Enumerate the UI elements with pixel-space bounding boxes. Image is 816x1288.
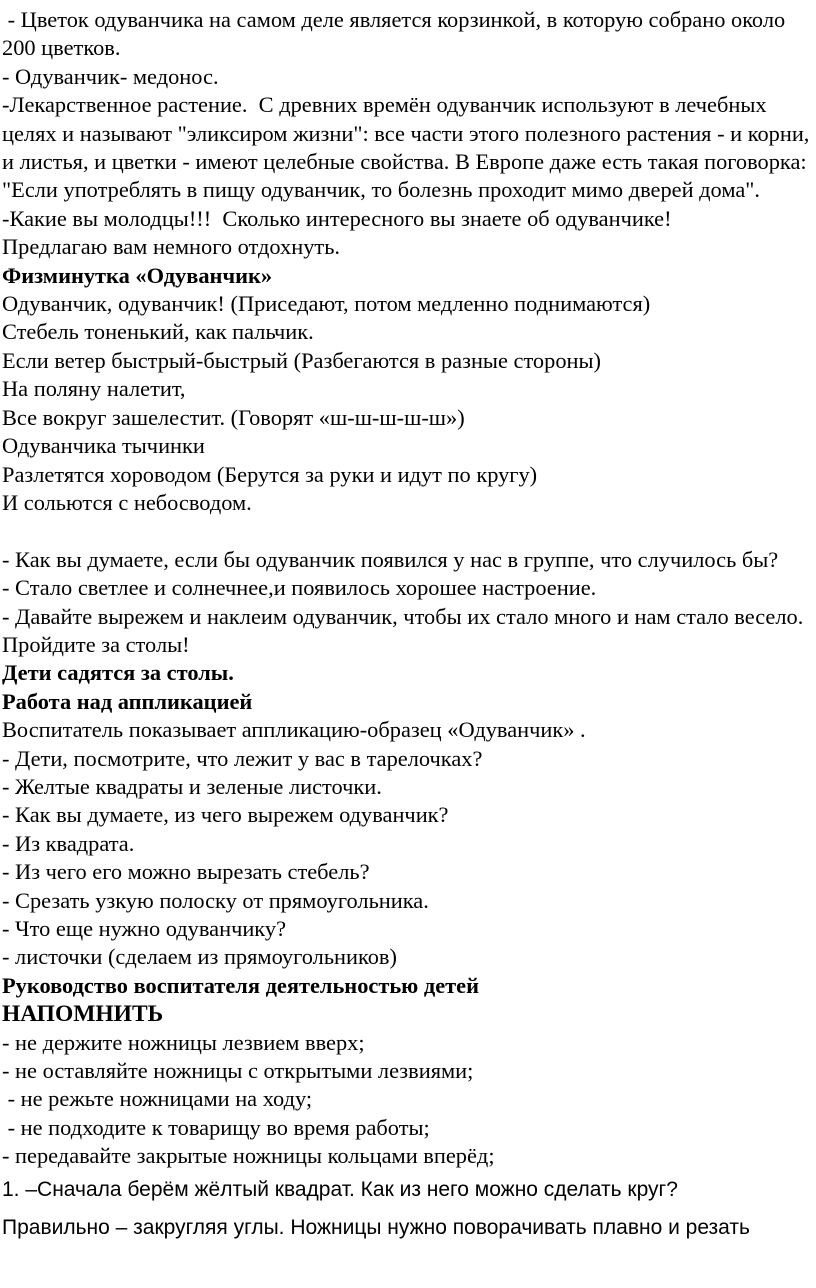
dialogue-line: - Как вы думаете, если бы одуванчик появился у нас в группе, что случилось бы? [2,546,779,572]
dialogue-line: - Стало светлее и солнечнее,и появилось хорошее настроение. [2,575,597,601]
fizminutka-line: Стебель тоненький, как пальчик. [2,319,314,345]
step-one-continuation: Правильно – закругляя углы. Ножницы нужно поворачивать плавно и резать [2,1215,750,1239]
application-line: - Из чего его можно вырезать стебель? [2,859,370,885]
fizminutka-line: Все вокруг зашелестит. (Говорят «ш-ш-ш-ш-ш») [2,404,465,430]
application-heading: Работа над аппликацией [2,688,253,714]
application-line: - Из квадрата. [2,830,135,856]
intro-paragraph-flower-basket: - Цветок одуванчика на самом деле является корзинкой, в которую собрано около 200 цветков. [2,7,791,61]
fizminutka-line: Если ветер быстрый-быстрый (Разбегаются в разные стороны) [2,347,602,373]
sit-down-heading: Дети садятся за столы. [2,660,234,686]
application-line: - Как вы думаете, из чего вырежем одуванчик? [2,802,449,828]
guidance-heading: Руководство воспитателя деятельностью детей [2,972,479,998]
empty-line [2,517,816,545]
fizminutka-line: Одуванчика тычинки [2,433,205,459]
application-line: - листочки (сделаем из прямоугольников) [2,944,397,970]
fizminutka-line: Одуванчик, одуванчик! (Приседают, потом медленно поднимаются) [2,291,651,317]
fizminutka-line: Разлетятся хороводом (Берутся за руки и идут по кругу) [2,461,538,487]
safety-rule: - не держите ножницы лезвием вверх; [2,1029,365,1055]
fizminutka-line: И сольются с небосводом. [2,489,252,515]
intro-paragraph-rest: Предлагаю вам немного отдохнуть. [2,234,341,260]
application-line: - Желтые квадраты и зеленые листочки. [2,773,382,799]
safety-rule: - передавайте закрытые ножницы кольцами вперёд; [2,1143,495,1169]
application-line: - Дети, посмотрите, что лежит у вас в тарелочках? [2,745,483,771]
fizminutka-heading: Физминутка «Одуванчик» [2,262,273,288]
intro-paragraph-medicinal: -Лекарственное растение. С древних времён одуванчик используют в лечебных целях и называют "эликсиром жизни": все части этого полезного растения - и корни, и листья, и цветки - имеют целебные свойства. В Европе даже есть такая поговорка: "Если употреблять в пищу одуванчик, то болезнь проходит мимо дверей дома". [2,92,816,203]
step-one: 1. –Сначала берём жёлтый квадрат. Как из него можно сделать круг? [2,1177,678,1201]
application-line: - Что еще нужно одуванчику? [2,915,287,941]
safety-rule: - не подходите к товарищу во время работы; [2,1114,430,1140]
application-line: Воспитатель показывает аппликацию-образец «Одуванчик» . [2,717,586,743]
intro-paragraph-praise: -Какие вы молодцы!!! Сколько интересного вы знаете об одуванчике! [2,205,672,231]
remind-heading: НАПОМНИТЬ [2,1001,164,1028]
application-line: - Срезать узкую полоску от прямоугольника. [2,887,429,913]
intro-paragraph-honey-plant: - Одуванчик- медонос. [2,63,219,89]
safety-rule: - не оставляйте ножницы с открытыми лезвиями; [2,1058,474,1084]
fizminutka-line: На поляну налетит, [2,376,186,402]
dialogue-line: - Давайте вырежем и наклеим одуванчик, чтобы их стало много и нам стало весело. Пройдите за столы! [2,603,809,657]
safety-rule: - не режьте ножницами на ходу; [2,1086,313,1112]
